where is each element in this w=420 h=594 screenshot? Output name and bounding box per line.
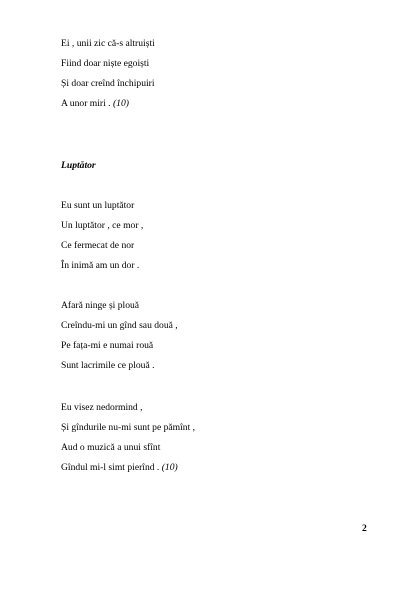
stanza-2-line-1: Afară ninge și plouă [61, 300, 140, 311]
stanza-3-line-4: Gîndul mi-l simt pierînd . (10) [61, 462, 178, 473]
stanza-2-line-4: Sunt lacrimile ce plouă . [61, 360, 155, 371]
intro-line-4: A unor miri . (10) [61, 98, 129, 109]
stanza-1-line-2: Un luptător , ce mor , [61, 220, 144, 231]
intro-line-3: Și doar creînd închipuiri [61, 78, 155, 89]
stanza-3-line-1: Eu visez nedormind , [61, 402, 143, 413]
intro-line-1: Ei , unii zic că-s altruiști [61, 38, 155, 49]
poem-title: Luptător [61, 160, 96, 171]
footnote-ref: (10) [161, 462, 178, 473]
footnote-ref: (10) [112, 98, 129, 109]
stanza-2-line-3: Pe fața-mi e numai rouă [61, 340, 154, 351]
stanza-1-line-3: Ce fermecat de nor [61, 240, 135, 251]
page-number: 2 [362, 523, 367, 534]
stanza-2-line-2: Creîndu-mi un gînd sau două , [61, 320, 178, 331]
stanza-1-line-4: În inimă am un dor . [61, 260, 140, 271]
stanza-1-line-1: Eu sunt un luptător [61, 200, 135, 211]
stanza-3-line-3: Aud o muzică a unui sfînt [61, 442, 161, 453]
intro-line-2: Fiind doar niște egoiști [61, 58, 150, 69]
stanza-3-line-2: Și gîndurile nu-mi sunt pe pămînt , [61, 422, 196, 433]
